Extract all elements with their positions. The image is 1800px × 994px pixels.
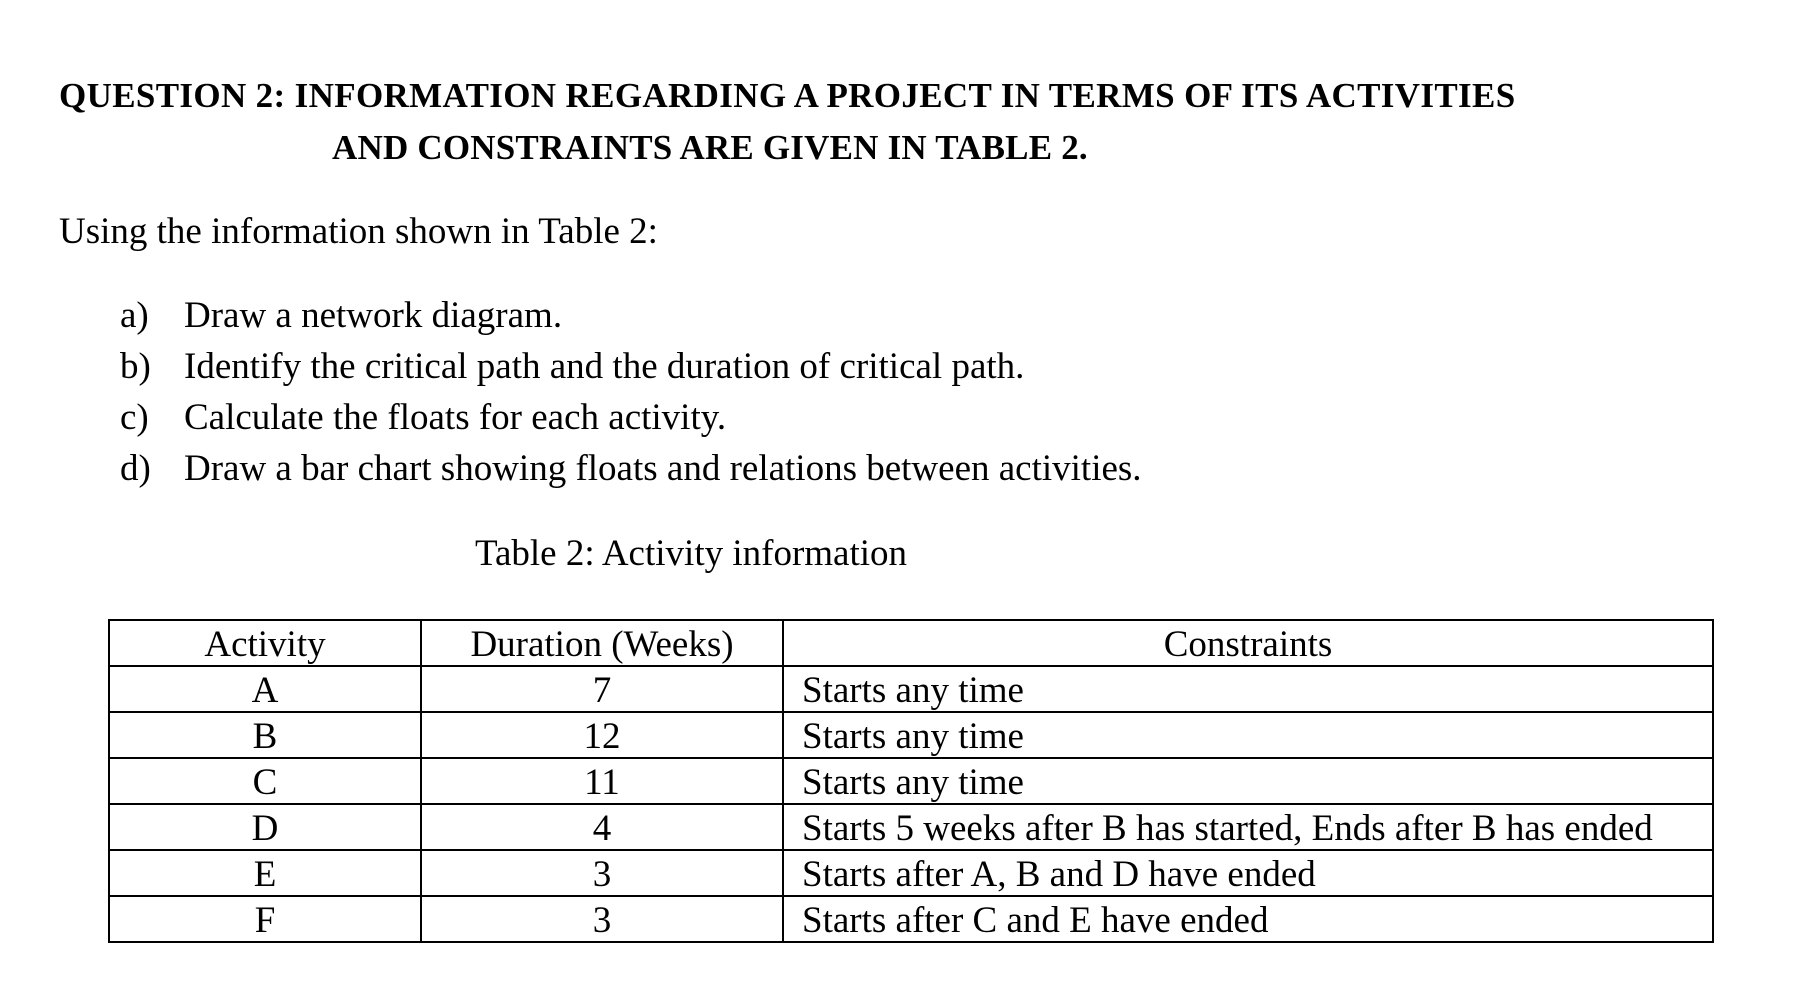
task-text: Draw a network diagram. (184, 295, 563, 336)
header-duration: Duration (Weeks) (421, 620, 783, 666)
cell-constraints: Starts after C and E have ended (783, 896, 1713, 942)
table-row (109, 666, 1713, 712)
cell-duration: 12 (421, 712, 783, 758)
cell-activity: D (109, 804, 421, 850)
cell-constraints: Starts 5 weeks after B has started, Ends after B has ended (783, 804, 1713, 850)
table-row (109, 712, 1713, 758)
activity-table (108, 619, 1714, 943)
cell-activity: B (109, 712, 421, 758)
task-text: Draw a bar chart showing floats and relations between activities. (184, 448, 1142, 489)
cell-activity: C (109, 758, 421, 804)
cell-duration: 3 (421, 850, 783, 896)
intro-text: Using the information shown in Table 2: (59, 211, 658, 252)
question-heading-line-2: AND CONSTRAINTS ARE GIVEN IN TABLE 2. (332, 128, 1088, 167)
task-marker: d) (120, 448, 151, 489)
cell-constraints: Starts after A, B and D have ended (783, 850, 1713, 896)
task-text: Calculate the floats for each activity. (184, 397, 727, 438)
cell-constraints: Starts any time (783, 712, 1713, 758)
table-caption (0, 535, 1800, 572)
cell-constraints: Starts any time (783, 758, 1713, 804)
cell-duration: 7 (421, 666, 783, 712)
cell-duration: 4 (421, 804, 783, 850)
task-marker: c) (120, 397, 149, 438)
task-marker: a) (120, 295, 149, 336)
header-constraints: Constraints (783, 620, 1713, 666)
table-row (109, 758, 1713, 804)
header-activity: Activity (109, 620, 421, 666)
cell-constraints: Starts any time (783, 666, 1713, 712)
cell-activity: A (109, 666, 421, 712)
table-row (109, 850, 1713, 896)
task-marker: b) (120, 346, 151, 387)
table-row (109, 804, 1713, 850)
cell-duration: 11 (421, 758, 783, 804)
cell-activity: F (109, 896, 421, 942)
table-caption-text: Table 2: Activity information (474, 533, 908, 574)
cell-duration: 3 (421, 896, 783, 942)
table-row (109, 896, 1713, 942)
cell-activity: E (109, 850, 421, 896)
table-header-row (109, 620, 1713, 666)
question-heading-line-1: QUESTION 2: INFORMATION REGARDING A PROJECT IN TERMS OF ITS ACTIVITIES (59, 76, 1516, 115)
task-text: Identify the critical path and the duration of critical path. (184, 346, 1025, 387)
